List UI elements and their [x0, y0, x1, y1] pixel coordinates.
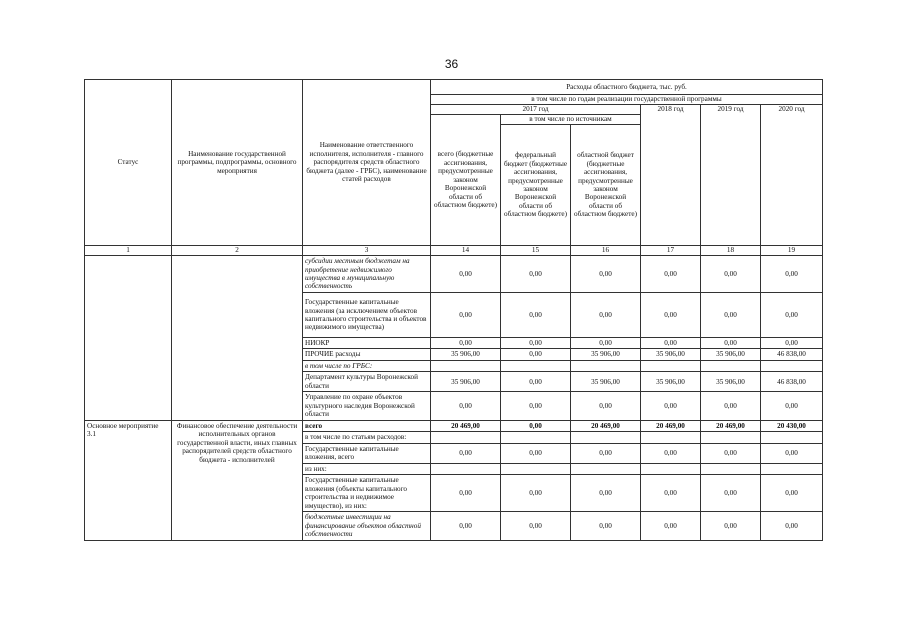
- row-value: 0,00: [431, 475, 501, 512]
- row-value: 0,00: [501, 293, 571, 338]
- row-value: [571, 432, 641, 443]
- table-row: [85, 420, 823, 431]
- row-value: 0,00: [501, 475, 571, 512]
- row-name: ПРОЧИЕ расходы: [303, 349, 431, 360]
- row-name: Государственные капитальные вложения (объекты капитального строительства и недвижимое имущество), из них:: [303, 475, 431, 512]
- row-value: [701, 432, 761, 443]
- row-value: 35 906,00: [701, 372, 761, 392]
- row-name: в том числе по статьям расходов:: [303, 432, 431, 443]
- row-value: 0,00: [501, 420, 571, 431]
- row-value: [431, 360, 501, 371]
- header-executor: Наименование ответственного исполнителя, исполнителя - главного распорядителя средств областного бюджета (далее - ГРБС), наименование статей расходов: [303, 80, 431, 246]
- header-expenses: Расходы областного бюджета, тыс. руб.: [431, 80, 823, 95]
- row-value: [501, 463, 571, 474]
- row-value: 0,00: [431, 512, 501, 540]
- row-name: бюджетные инвестиции на финансирование объектов областной собственности: [303, 512, 431, 540]
- row-value: [641, 463, 701, 474]
- row-value: 0,00: [701, 475, 761, 512]
- row-value: [641, 432, 701, 443]
- row-value: 0,00: [761, 293, 823, 338]
- row-value: 0,00: [761, 475, 823, 512]
- row-value: 46 838,00: [761, 372, 823, 392]
- row-value: 0,00: [701, 338, 761, 349]
- row-value: 0,00: [701, 443, 761, 463]
- row-name: Государственные капитальные вложения (за исключением объектов капитального строительства и объектов недвижимого имущества): [303, 293, 431, 338]
- header-sources: в том числе по источникам: [501, 115, 641, 125]
- row-value: 20 469,00: [571, 420, 641, 431]
- program-cell-empty: [172, 256, 303, 421]
- row-name: всего: [303, 420, 431, 431]
- header-regional-col: областной бюджет (бюджетные ассигнования, предусмотренные законом Воронежской области об областном бюджете): [571, 125, 641, 246]
- row-value: 0,00: [431, 338, 501, 349]
- row-value: [761, 360, 823, 371]
- row-value: [761, 432, 823, 443]
- row-value: [501, 432, 571, 443]
- col-number: 17: [641, 246, 701, 256]
- row-value: 0,00: [761, 512, 823, 540]
- row-value: 35 906,00: [571, 349, 641, 360]
- row-value: 0,00: [501, 256, 571, 293]
- row-value: 0,00: [431, 392, 501, 420]
- row-name: в том числе по ГРБС:: [303, 360, 431, 371]
- col-number: 18: [701, 246, 761, 256]
- row-value: 0,00: [641, 338, 701, 349]
- header-federal-col: федеральный бюджет (бюджетные ассигнования, предусмотренные законом Воронежской области об областном бюджете): [501, 125, 571, 246]
- row-value: 35 906,00: [701, 349, 761, 360]
- row-value: 0,00: [571, 443, 641, 463]
- row-value: 0,00: [641, 293, 701, 338]
- col-number: 19: [761, 246, 823, 256]
- event-status: Основное мероприятие 3.1: [85, 420, 172, 540]
- header-program: Наименование государственной программы, подпрограммы, основного мероприятия: [172, 80, 303, 246]
- header-year-2018: 2018 год: [641, 105, 701, 246]
- row-value: [431, 463, 501, 474]
- row-name: Департамент культуры Воронежской области: [303, 372, 431, 392]
- row-value: 35 906,00: [571, 372, 641, 392]
- row-value: 0,00: [501, 372, 571, 392]
- row-value: 0,00: [701, 293, 761, 338]
- row-value: 0,00: [431, 293, 501, 338]
- event-name: Финансовое обеспечение деятельности исполнительных органов государственной власти, иных главных распорядителей средств областного бюджета - исполнителей: [172, 420, 303, 540]
- row-value: 0,00: [701, 512, 761, 540]
- col-number: 14: [431, 246, 501, 256]
- row-value: 0,00: [701, 392, 761, 420]
- row-value: 0,00: [571, 392, 641, 420]
- row-value: 0,00: [761, 338, 823, 349]
- row-value: 0,00: [701, 256, 761, 293]
- header-status: Статус: [85, 80, 172, 246]
- row-value: 0,00: [571, 338, 641, 349]
- page-number: 36: [444, 57, 459, 71]
- row-value: 20 469,00: [641, 420, 701, 431]
- col-number: 3: [303, 246, 431, 256]
- row-value: 0,00: [641, 475, 701, 512]
- row-value: 35 906,00: [431, 349, 501, 360]
- row-value: 46 838,00: [761, 349, 823, 360]
- row-value: 0,00: [571, 256, 641, 293]
- row-value: 0,00: [571, 293, 641, 338]
- row-name: Государственные капитальные вложения, всего: [303, 443, 431, 463]
- col-number: 15: [501, 246, 571, 256]
- row-value: 35 906,00: [641, 349, 701, 360]
- row-value: 20 469,00: [431, 420, 501, 431]
- row-value: 20 430,00: [761, 420, 823, 431]
- row-value: 0,00: [431, 256, 501, 293]
- status-cell-empty: [85, 256, 172, 421]
- row-value: [701, 463, 761, 474]
- header-by-years: в том числе по годам реализации государственной программы: [431, 95, 823, 105]
- header-year-2017: 2017 год: [431, 105, 641, 115]
- row-value: 20 469,00: [701, 420, 761, 431]
- budget-table: [84, 79, 823, 541]
- row-value: [501, 360, 571, 371]
- row-value: 0,00: [641, 443, 701, 463]
- row-value: [701, 360, 761, 371]
- row-value: [431, 432, 501, 443]
- row-value: 0,00: [501, 443, 571, 463]
- row-name: из них:: [303, 463, 431, 474]
- header-total-col: всего (бюджетные ассигнования, предусмотренные законом Воронежской области об областном бюджете): [431, 115, 501, 246]
- col-number: 16: [571, 246, 641, 256]
- row-name: НИОКР: [303, 338, 431, 349]
- col-number: 1: [85, 246, 172, 256]
- col-number: 2: [172, 246, 303, 256]
- row-value: 35 906,00: [431, 372, 501, 392]
- row-value: 0,00: [571, 475, 641, 512]
- row-value: 0,00: [761, 443, 823, 463]
- row-value: 0,00: [761, 392, 823, 420]
- row-value: [571, 463, 641, 474]
- row-value: 0,00: [431, 443, 501, 463]
- header-year-2020: 2020 год: [761, 105, 823, 246]
- row-value: 0,00: [571, 512, 641, 540]
- row-value: 0,00: [641, 256, 701, 293]
- row-value: 0,00: [501, 349, 571, 360]
- row-value: [761, 463, 823, 474]
- row-name: Управление по охране объектов культурного наследия Воронежской области: [303, 392, 431, 420]
- header-year-2019: 2019 год: [701, 105, 761, 246]
- row-value: 0,00: [761, 256, 823, 293]
- row-value: 0,00: [641, 512, 701, 540]
- row-value: 0,00: [641, 392, 701, 420]
- row-value: [641, 360, 701, 371]
- row-value: 0,00: [501, 512, 571, 540]
- row-value: [571, 360, 641, 371]
- row-name: субсидии местным бюджетам на приобретение недвижимого имущества в муниципальную собственность: [303, 256, 431, 293]
- row-value: 0,00: [501, 392, 571, 420]
- row-value: 0,00: [501, 338, 571, 349]
- table-row: [85, 256, 823, 293]
- row-value: 35 906,00: [641, 372, 701, 392]
